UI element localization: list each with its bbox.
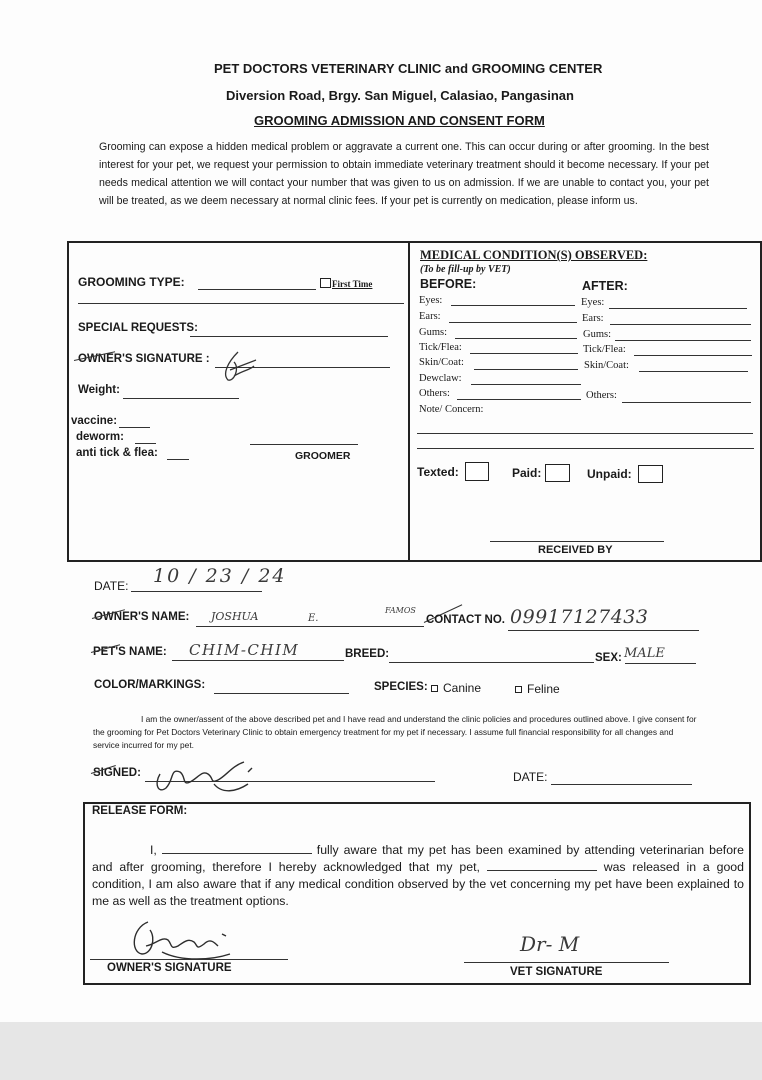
pet-name-value: CHIM-CHIM — [189, 641, 300, 659]
consent-paragraph: I am the owner/assent of the above described pet and I have read and understand the clinic policies and procedures outlined above. I give consent for the grooming for Pet Doctors Veterinary Clinic to obtain emergency treatment for my pet if necessary. I assume full financial responsibility for all changes and service incurred for my pet. — [93, 714, 697, 750]
after-others-field[interactable] — [622, 402, 751, 403]
feline-label: Feline — [527, 682, 560, 696]
unpaid-checkbox[interactable] — [638, 465, 663, 483]
after-gums-field[interactable] — [615, 340, 751, 341]
release-text-2: fully aware that my pet has been examined by attending veterinarian before and after grooming, therefore I hereby acknowledged that my pet, — [92, 843, 744, 874]
deworm-label: deworm: — [76, 431, 124, 443]
pet-name-label: PET'S NAME: — [93, 646, 167, 658]
date-value: 10 / 23 / 24 — [153, 565, 287, 587]
canine-label: Canine — [443, 681, 482, 695]
breed-field[interactable] — [389, 662, 594, 663]
before-tick-field[interactable] — [470, 353, 578, 354]
pet-name-field[interactable] — [172, 660, 344, 661]
box-divider — [408, 241, 410, 562]
breed-label: BREED: — [345, 648, 390, 660]
after-ears-field[interactable] — [610, 324, 751, 325]
note-line-2[interactable] — [417, 448, 754, 449]
clinic-name: PET DOCTORS VETERINARY CLINIC and GROOMING CENTER — [214, 61, 603, 76]
groomer-label: GROOMER — [295, 450, 351, 462]
received-by-field[interactable] — [490, 541, 664, 542]
after-others-label: Others: — [586, 390, 617, 401]
anti-tick-field[interactable] — [167, 459, 189, 460]
after-heading: AFTER: — [582, 279, 628, 293]
scan-background — [0, 1022, 762, 1080]
release-paragraph — [92, 842, 744, 910]
feline-checkbox[interactable] — [515, 686, 522, 693]
after-tick-field[interactable] — [634, 355, 752, 356]
owner-release-signature-field[interactable] — [90, 959, 288, 960]
groomer-signature-field[interactable] — [250, 444, 358, 445]
medical-title: MEDICAL CONDITION(S) OBSERVED: — [420, 248, 648, 262]
release-owner-name-field[interactable] — [162, 842, 312, 854]
medical-subtitle: (To be fill-up by VET) — [420, 264, 511, 275]
received-by-label: RECEIVED BY — [538, 544, 613, 556]
vaccine-label: vaccine: — [71, 415, 118, 427]
after-ears-label: Ears: — [582, 313, 604, 324]
before-dewclaw-label: Dewclaw: — [419, 373, 462, 384]
vet-signature-field[interactable] — [464, 962, 669, 963]
release-form-title: RELEASE FORM: — [92, 805, 188, 817]
grooming-type-line-2[interactable] — [78, 303, 404, 304]
color-markings-label: COLOR/MARKINGS: — [94, 679, 206, 691]
release-text-1: I, — [150, 843, 157, 857]
weight-field[interactable] — [123, 398, 239, 399]
date-field-2[interactable] — [551, 784, 692, 785]
note-line-1[interactable] — [417, 433, 753, 434]
owner-first-name: JOSHUA — [211, 610, 259, 623]
sex-field[interactable] — [625, 663, 696, 664]
before-others-label: Others: — [419, 388, 450, 399]
before-ears-label: Ears: — [419, 311, 441, 322]
owner-initial-signature — [220, 348, 260, 384]
canine-checkbox[interactable] — [431, 685, 438, 692]
before-heading: BEFORE: — [420, 277, 477, 291]
before-tick-label: Tick/Flea: — [419, 342, 462, 353]
note-concern-label: Note/ Concern: — [419, 404, 484, 415]
color-markings-field[interactable] — [214, 693, 349, 694]
vet-signature-label: VET SIGNATURE — [510, 966, 603, 978]
weight-label: Weight: — [78, 384, 120, 396]
vaccine-field[interactable] — [119, 427, 150, 428]
owner-name-label: OWNER'S NAME: — [94, 611, 190, 623]
paid-checkbox[interactable] — [545, 464, 570, 482]
before-skin-field[interactable] — [474, 369, 578, 370]
release-text-3: was released in a good condition, I am also aware that if any medical condition observed by the vet concerning my pet have been explained to me as well as the treatment options. — [92, 860, 744, 908]
contact-value: 09917127433 — [510, 606, 649, 628]
before-eyes-field[interactable] — [451, 305, 575, 306]
contact-label: CONTACT NO. — [426, 614, 506, 626]
first-time-checkbox[interactable] — [320, 278, 331, 288]
special-requests-label: SPECIAL REQUESTS: — [78, 322, 198, 334]
grooming-type-field[interactable] — [198, 289, 316, 290]
owner-signature-label: OWNER'S SIGNATURE : — [78, 353, 210, 365]
before-gums-label: Gums: — [419, 327, 448, 338]
signed-label: SIGNED: — [93, 767, 141, 779]
before-dewclaw-field[interactable] — [471, 384, 581, 385]
contact-field[interactable] — [508, 630, 699, 631]
owner-middle-initial: E. — [308, 613, 319, 624]
after-eyes-label: Eyes: — [581, 297, 605, 308]
after-skin-label: Skin/Coat: — [584, 360, 629, 371]
after-tick-label: Tick/Flea: — [583, 344, 626, 355]
intro-paragraph: Grooming can expose a hidden medical problem or aggravate a current one. This can occur during or after grooming. In the best interest for your pet, we request your permission to obtain immediate veterinary treatment should it become necessary. If your pet needs medical attention we will contact your number that was given to us on admission. If we are unable to contact you, your pet will be treated, as we deem necessary at normal clinic fees. If your pet is currently on medication, please inform us. — [99, 141, 709, 207]
before-ears-field[interactable] — [449, 322, 577, 323]
owner-release-signature-label: OWNER'S SIGNATURE — [107, 962, 232, 974]
first-time-label: First Time — [332, 279, 373, 289]
sex-value: MALE — [624, 646, 665, 661]
vet-signature-value: Dr- M — [520, 932, 580, 956]
grooming-type-label: GROOMING TYPE: — [78, 275, 185, 289]
form-title: GROOMING ADMISSION AND CONSENT FORM — [254, 113, 545, 128]
special-requests-field[interactable] — [190, 336, 388, 337]
date-label-2: DATE: — [513, 770, 548, 784]
deworm-field[interactable] — [135, 443, 156, 444]
date-field[interactable] — [131, 591, 262, 592]
release-pet-name-field[interactable] — [487, 859, 597, 871]
before-gums-field[interactable] — [455, 338, 577, 339]
owner-last-name: FAMOS — [385, 606, 416, 615]
species-label: SPECIES: — [374, 681, 428, 693]
date-label: DATE: — [94, 579, 129, 593]
before-eyes-label: Eyes: — [419, 295, 443, 306]
texted-label: Texted: — [417, 465, 459, 479]
anti-tick-label: anti tick & flea: — [76, 447, 158, 459]
owner-signature-scribble — [152, 754, 262, 800]
paid-label: Paid: — [512, 466, 542, 480]
owner-name-field[interactable] — [196, 626, 424, 627]
texted-checkbox[interactable] — [465, 462, 489, 481]
after-gums-label: Gums: — [583, 329, 612, 340]
after-eyes-field[interactable] — [609, 308, 747, 309]
clinic-address: Diversion Road, Brgy. San Miguel, Calasiao, Pangasinan — [226, 88, 574, 103]
before-others-field[interactable] — [457, 399, 581, 400]
after-skin-field[interactable] — [639, 371, 748, 372]
unpaid-label: Unpaid: — [587, 467, 632, 481]
sex-label: SEX: — [595, 652, 622, 664]
before-skin-label: Skin/Coat: — [419, 357, 464, 368]
